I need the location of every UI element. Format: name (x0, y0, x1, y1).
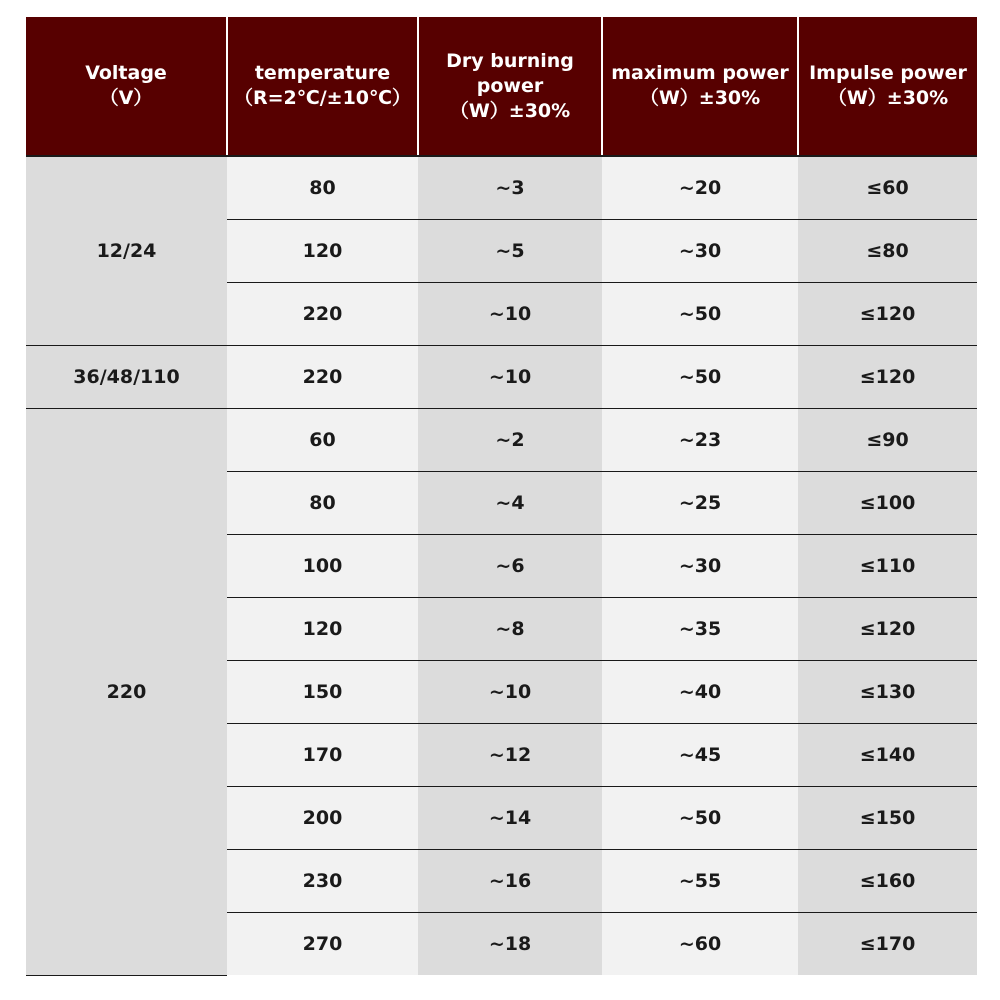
header-dry-burning-power: Dry burning power （W）±30% (418, 17, 602, 156)
maximum-power-cell: ~30 (602, 535, 798, 598)
dry-burning-power-cell: ~10 (418, 346, 602, 409)
temperature-cell: 230 (227, 850, 418, 913)
dry-burning-power-cell: ~5 (418, 220, 602, 283)
dry-burning-power-cell: ~2 (418, 409, 602, 472)
maximum-power-cell: ~30 (602, 220, 798, 283)
temperature-cell: 100 (227, 535, 418, 598)
impulse-power-cell: ≤80 (798, 220, 977, 283)
impulse-power-cell: ≤90 (798, 409, 977, 472)
maximum-power-cell: ~50 (602, 283, 798, 346)
header-impulse-power: Impulse power （W）±30% (798, 17, 977, 156)
header-temperature: temperature （R=2℃/±10℃） (227, 17, 418, 156)
power-spec-table-container (26, 17, 977, 976)
dry-burning-power-cell: ~16 (418, 850, 602, 913)
temperature-cell: 120 (227, 598, 418, 661)
impulse-power-cell: ≤120 (798, 346, 977, 409)
temperature-cell: 80 (227, 156, 418, 220)
impulse-power-cell: ≤120 (798, 598, 977, 661)
temperature-cell: 170 (227, 724, 418, 787)
maximum-power-cell: ~45 (602, 724, 798, 787)
voltage-cell: 36/48/110 (26, 346, 227, 409)
table-header (26, 17, 977, 156)
temperature-cell: 220 (227, 346, 418, 409)
maximum-power-cell: ~60 (602, 913, 798, 976)
header-voltage: Voltage （V） (26, 17, 227, 156)
dry-burning-power-cell: ~3 (418, 156, 602, 220)
dry-burning-power-cell: ~14 (418, 787, 602, 850)
impulse-power-cell: ≤120 (798, 283, 977, 346)
table-body (26, 156, 977, 975)
maximum-power-cell: ~25 (602, 472, 798, 535)
temperature-cell: 200 (227, 787, 418, 850)
header-maximum-power: maximum power （W）±30% (602, 17, 798, 156)
dry-burning-power-cell: ~10 (418, 661, 602, 724)
header-row (26, 17, 977, 156)
power-spec-table (26, 17, 977, 976)
impulse-power-cell: ≤160 (798, 850, 977, 913)
temperature-cell: 150 (227, 661, 418, 724)
maximum-power-cell: ~40 (602, 661, 798, 724)
table-row (26, 156, 977, 220)
maximum-power-cell: ~20 (602, 156, 798, 220)
impulse-power-cell: ≤130 (798, 661, 977, 724)
maximum-power-cell: ~55 (602, 850, 798, 913)
voltage-cell: 12/24 (26, 156, 227, 346)
maximum-power-cell: ~23 (602, 409, 798, 472)
temperature-cell: 80 (227, 472, 418, 535)
temperature-cell: 120 (227, 220, 418, 283)
voltage-cell: 220 (26, 409, 227, 976)
impulse-power-cell: ≤110 (798, 535, 977, 598)
maximum-power-cell: ~50 (602, 346, 798, 409)
dry-burning-power-cell: ~8 (418, 598, 602, 661)
table-row (26, 409, 977, 472)
dry-burning-power-cell: ~12 (418, 724, 602, 787)
dry-burning-power-cell: ~6 (418, 535, 602, 598)
dry-burning-power-cell: ~18 (418, 913, 602, 976)
temperature-cell: 60 (227, 409, 418, 472)
table-row (26, 346, 977, 409)
temperature-cell: 270 (227, 913, 418, 976)
maximum-power-cell: ~50 (602, 787, 798, 850)
impulse-power-cell: ≤100 (798, 472, 977, 535)
temperature-cell: 220 (227, 283, 418, 346)
impulse-power-cell: ≤170 (798, 913, 977, 976)
impulse-power-cell: ≤150 (798, 787, 977, 850)
dry-burning-power-cell: ~10 (418, 283, 602, 346)
impulse-power-cell: ≤140 (798, 724, 977, 787)
impulse-power-cell: ≤60 (798, 156, 977, 220)
dry-burning-power-cell: ~4 (418, 472, 602, 535)
maximum-power-cell: ~35 (602, 598, 798, 661)
